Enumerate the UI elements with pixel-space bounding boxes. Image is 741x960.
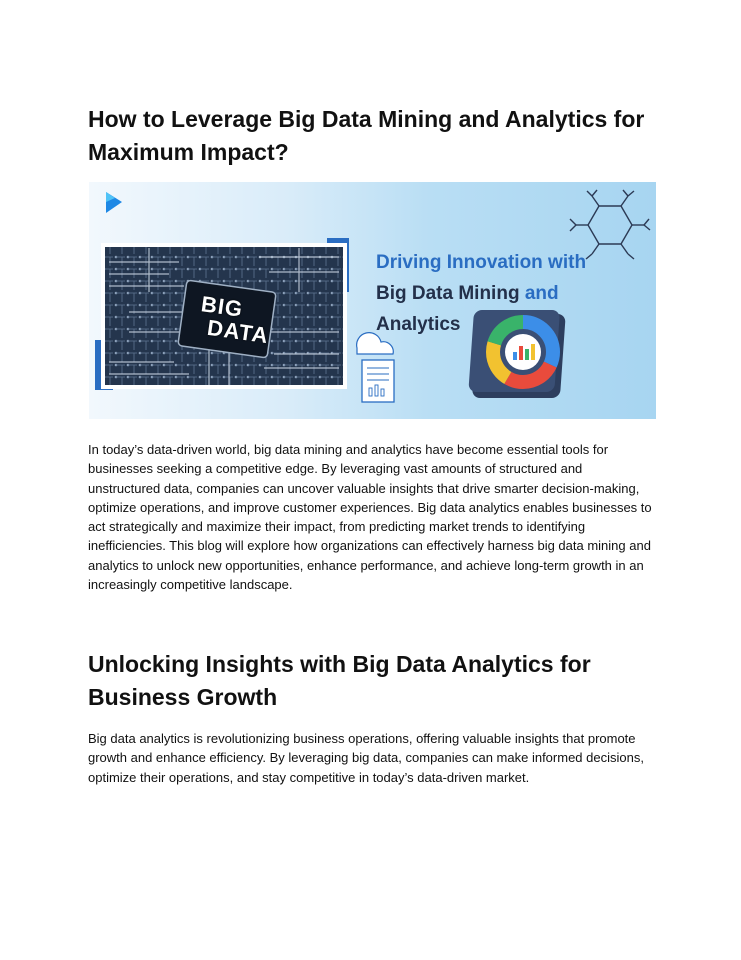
banner-heading-line2-accent: and bbox=[524, 283, 559, 304]
chip-label-data: DATA bbox=[205, 314, 271, 349]
intro-paragraph: In today’s data-driven world, big data mining and analytics have become essential tools for businesses seeking a competitive edge. By leveraging vast amounts of structured and unstructured data, companies can uncover valuable insights that drive smarter decision-making, optimize operations, and improve customer experiences. Big data analytics enables businesses to act strategically and maximize their impact, from predicting market trends to identifying inefficiencies. This blog will explore how organizations can effectively harness big data mining and analytics to unlock new opportunities, enhance performance, and achieve long-term growth in an increasingly competitive landscape. bbox=[88, 442, 652, 593]
banner-heading-line2 bbox=[376, 283, 559, 305]
donut-chart-tile bbox=[468, 310, 565, 398]
section-title: Unlocking Insights with Big Data Analytics for Business Growth bbox=[88, 651, 591, 710]
chip-label-big: BIG bbox=[199, 291, 245, 322]
document-icon bbox=[357, 333, 394, 402]
play-logo-icon bbox=[106, 192, 122, 213]
banner-heading-line3: Analytics bbox=[376, 314, 461, 335]
hero-banner bbox=[89, 182, 656, 419]
banner-illustration bbox=[89, 182, 656, 419]
hexagon-network-icon bbox=[570, 190, 650, 259]
banner-heading-line1: Driving Innovation with bbox=[376, 252, 587, 273]
section-paragraph: Big data analytics is revolutionizing business operations, offering valuable insights that promote growth and enhance efficiency. By leveraging big data, companies can make informed decisions, optimize their operations, and stay competitive in today’s data-driven market. bbox=[88, 731, 644, 785]
banner-heading-line2-text: Big Data Mining bbox=[376, 283, 525, 304]
page-title: How to Leverage Big Data Mining and Analytics for Maximum Impact? bbox=[88, 106, 645, 165]
